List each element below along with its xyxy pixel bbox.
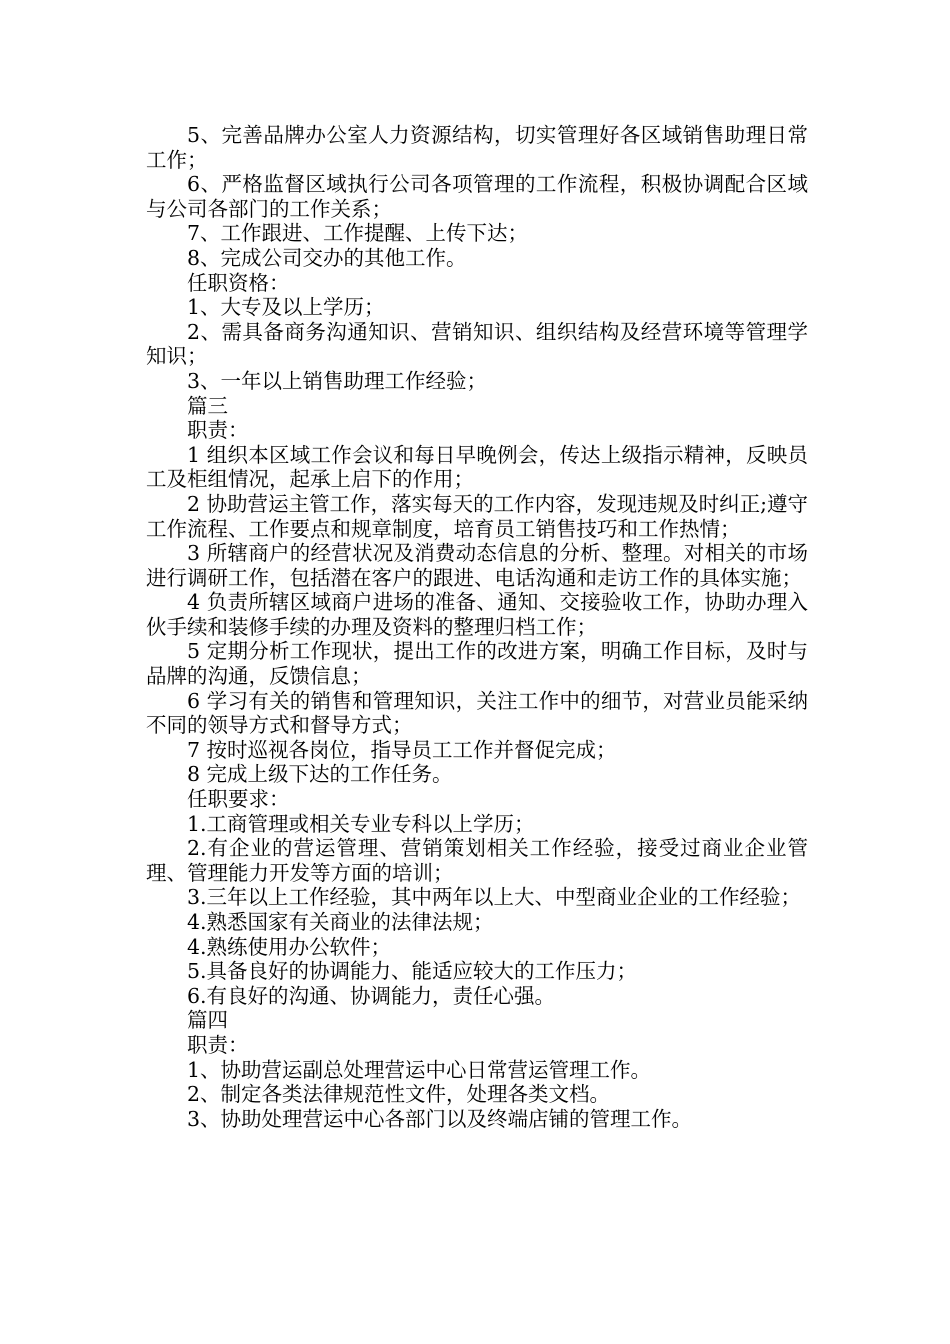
document-page <box>146 123 808 1131</box>
section-heading: 职责： <box>187 418 249 443</box>
paragraph: 8 完成上级下达的工作任务。 <box>187 762 453 787</box>
paragraph: 5 定期分析工作现状，提出工作的改进方案，明确工作目标，及时与品牌的沟通，反馈信息； <box>146 639 808 689</box>
paragraph: 2、制定各类法律规范性文件，处理各类文档。 <box>187 1082 611 1107</box>
paragraph: 1、大专及以上学历； <box>187 295 385 320</box>
section-heading: 任职资格： <box>187 270 290 295</box>
section-heading: 任职要求： <box>187 787 290 812</box>
section-heading: 职责： <box>187 1032 249 1057</box>
paragraph: 3、一年以上销售助理工作经验； <box>187 368 488 393</box>
paragraph: 2、需具备商务沟通知识、营销知识、组织结构及经营环境等管理学知识； <box>146 319 808 369</box>
paragraph: 4.熟练使用办公软件； <box>187 934 392 959</box>
paragraph: 8、完成公司交办的其他工作。 <box>187 245 467 270</box>
paragraph: 5.具备良好的协调能力、能适应较大的工作压力； <box>187 959 638 984</box>
paragraph: 6、严格监督区域执行公司各项管理的工作流程，积极协调配合区域与公司各部门的工作关系； <box>146 172 808 221</box>
paragraph: 4.熟悉国家有关商业的法律法规； <box>187 910 494 934</box>
paragraph: 3 所辖商户的经营状况及消费动态信息的分析、整理。对相关的市场进行调研工作，包括潜在客户的跟进、电话沟通和走访工作的具体实施； <box>146 541 808 590</box>
paragraph: 1 组织本区域工作会议和每日早晚例会，传达上级指示精神，反映员工及柜组情况，起承上启下的作用； <box>146 442 808 492</box>
paragraph: 7 按时巡视各岗位，指导员工工作并督促完成； <box>187 737 617 762</box>
paragraph: 2.有企业的营运管理、营销策划相关工作经验，接受过商业企业管理、管理能力开发等方面的培训； <box>146 836 808 885</box>
paragraph: 1.工商管理或相关专业专科以上学历； <box>187 811 535 836</box>
paragraph: 5、完善品牌办公室人力资源结构，切实管理好各区域销售助理日常工作； <box>146 123 808 172</box>
paragraph: 4 负责所辖区域商户进场的准备、通知、交接验收工作，协助办理入伙手续和装修手续的办理及资料的整理归档工作； <box>146 590 808 639</box>
paragraph: 6 学习有关的销售和管理知识，关注工作中的细节，对营业员能采纳不同的领导方式和督导方式； <box>146 688 808 738</box>
paragraph: 6.有良好的沟通、协调能力，责任心强。 <box>187 983 556 1008</box>
paragraph: 1、协助营运副总处理营运中心日常营运管理工作。 <box>187 1057 652 1082</box>
paragraph: 3、协助处理营运中心各部门以及终端店铺的管理工作。 <box>187 1106 693 1131</box>
section-heading: 篇三 <box>187 393 228 418</box>
paragraph: 3.三年以上工作经验，其中两年以上大、中型商业企业的工作经验； <box>187 885 802 910</box>
paragraph: 7、工作跟进、工作提醒、上传下达； <box>187 221 529 246</box>
paragraph: 2 协助营运主管工作，落实每天的工作内容，发现违规及时纠正;遵守工作流程、工作要点和规章制度，培育员工销售技巧和工作热情； <box>146 491 808 541</box>
section-heading: 篇四 <box>187 1008 228 1033</box>
